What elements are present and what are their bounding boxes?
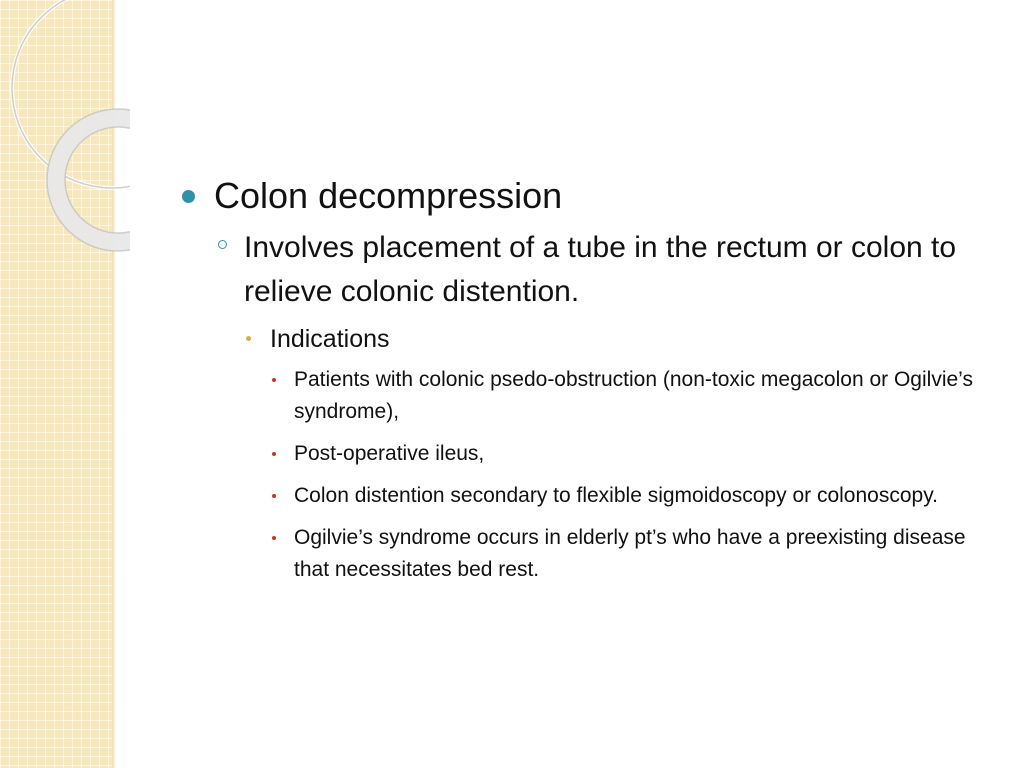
bullet-level1 bbox=[180, 170, 990, 222]
bullet-level3 bbox=[244, 320, 990, 358]
tiny-dot-bullet-icon bbox=[272, 494, 276, 498]
bullet-level4-text: Patients with colonic psedo-obstruction (non-toxic megacolon or Ogilvie’s syndrome), bbox=[294, 368, 973, 423]
slide-content bbox=[180, 170, 990, 596]
bullet-level4-text: Ogilvie’s syndrome occurs in elderly pt’s who have a preexisting disease that necessitates bed rest. bbox=[294, 526, 966, 581]
bullet-level4-text: Colon distention secondary to flexible sigmoidoscopy or colonoscopy. bbox=[294, 484, 938, 507]
bullet-level2-text: Involves placement of a tube in the rectum or colon to relieve colonic distention. bbox=[244, 231, 957, 308]
bullet-level2 bbox=[216, 226, 990, 314]
tiny-dot-bullet-icon bbox=[272, 378, 276, 382]
bullet-level4-item bbox=[270, 522, 990, 586]
filled-circle-bullet-icon bbox=[182, 190, 195, 203]
overlapping-rings-decoration-icon bbox=[0, 0, 130, 260]
bullet-level4-item bbox=[270, 438, 990, 470]
tiny-dot-bullet-icon bbox=[272, 536, 276, 540]
bullet-level4-text: Post-operative ileus, bbox=[294, 442, 485, 465]
bullet-level4-item bbox=[270, 364, 990, 428]
tiny-dot-bullet-icon bbox=[272, 452, 276, 456]
bullet-level3-text: Indications bbox=[270, 325, 390, 353]
bullet-level1-text: Colon decompression bbox=[214, 175, 563, 216]
bullet-level4-item bbox=[270, 480, 990, 512]
hollow-circle-bullet-icon bbox=[218, 240, 227, 249]
small-dot-bullet-icon bbox=[246, 336, 251, 341]
